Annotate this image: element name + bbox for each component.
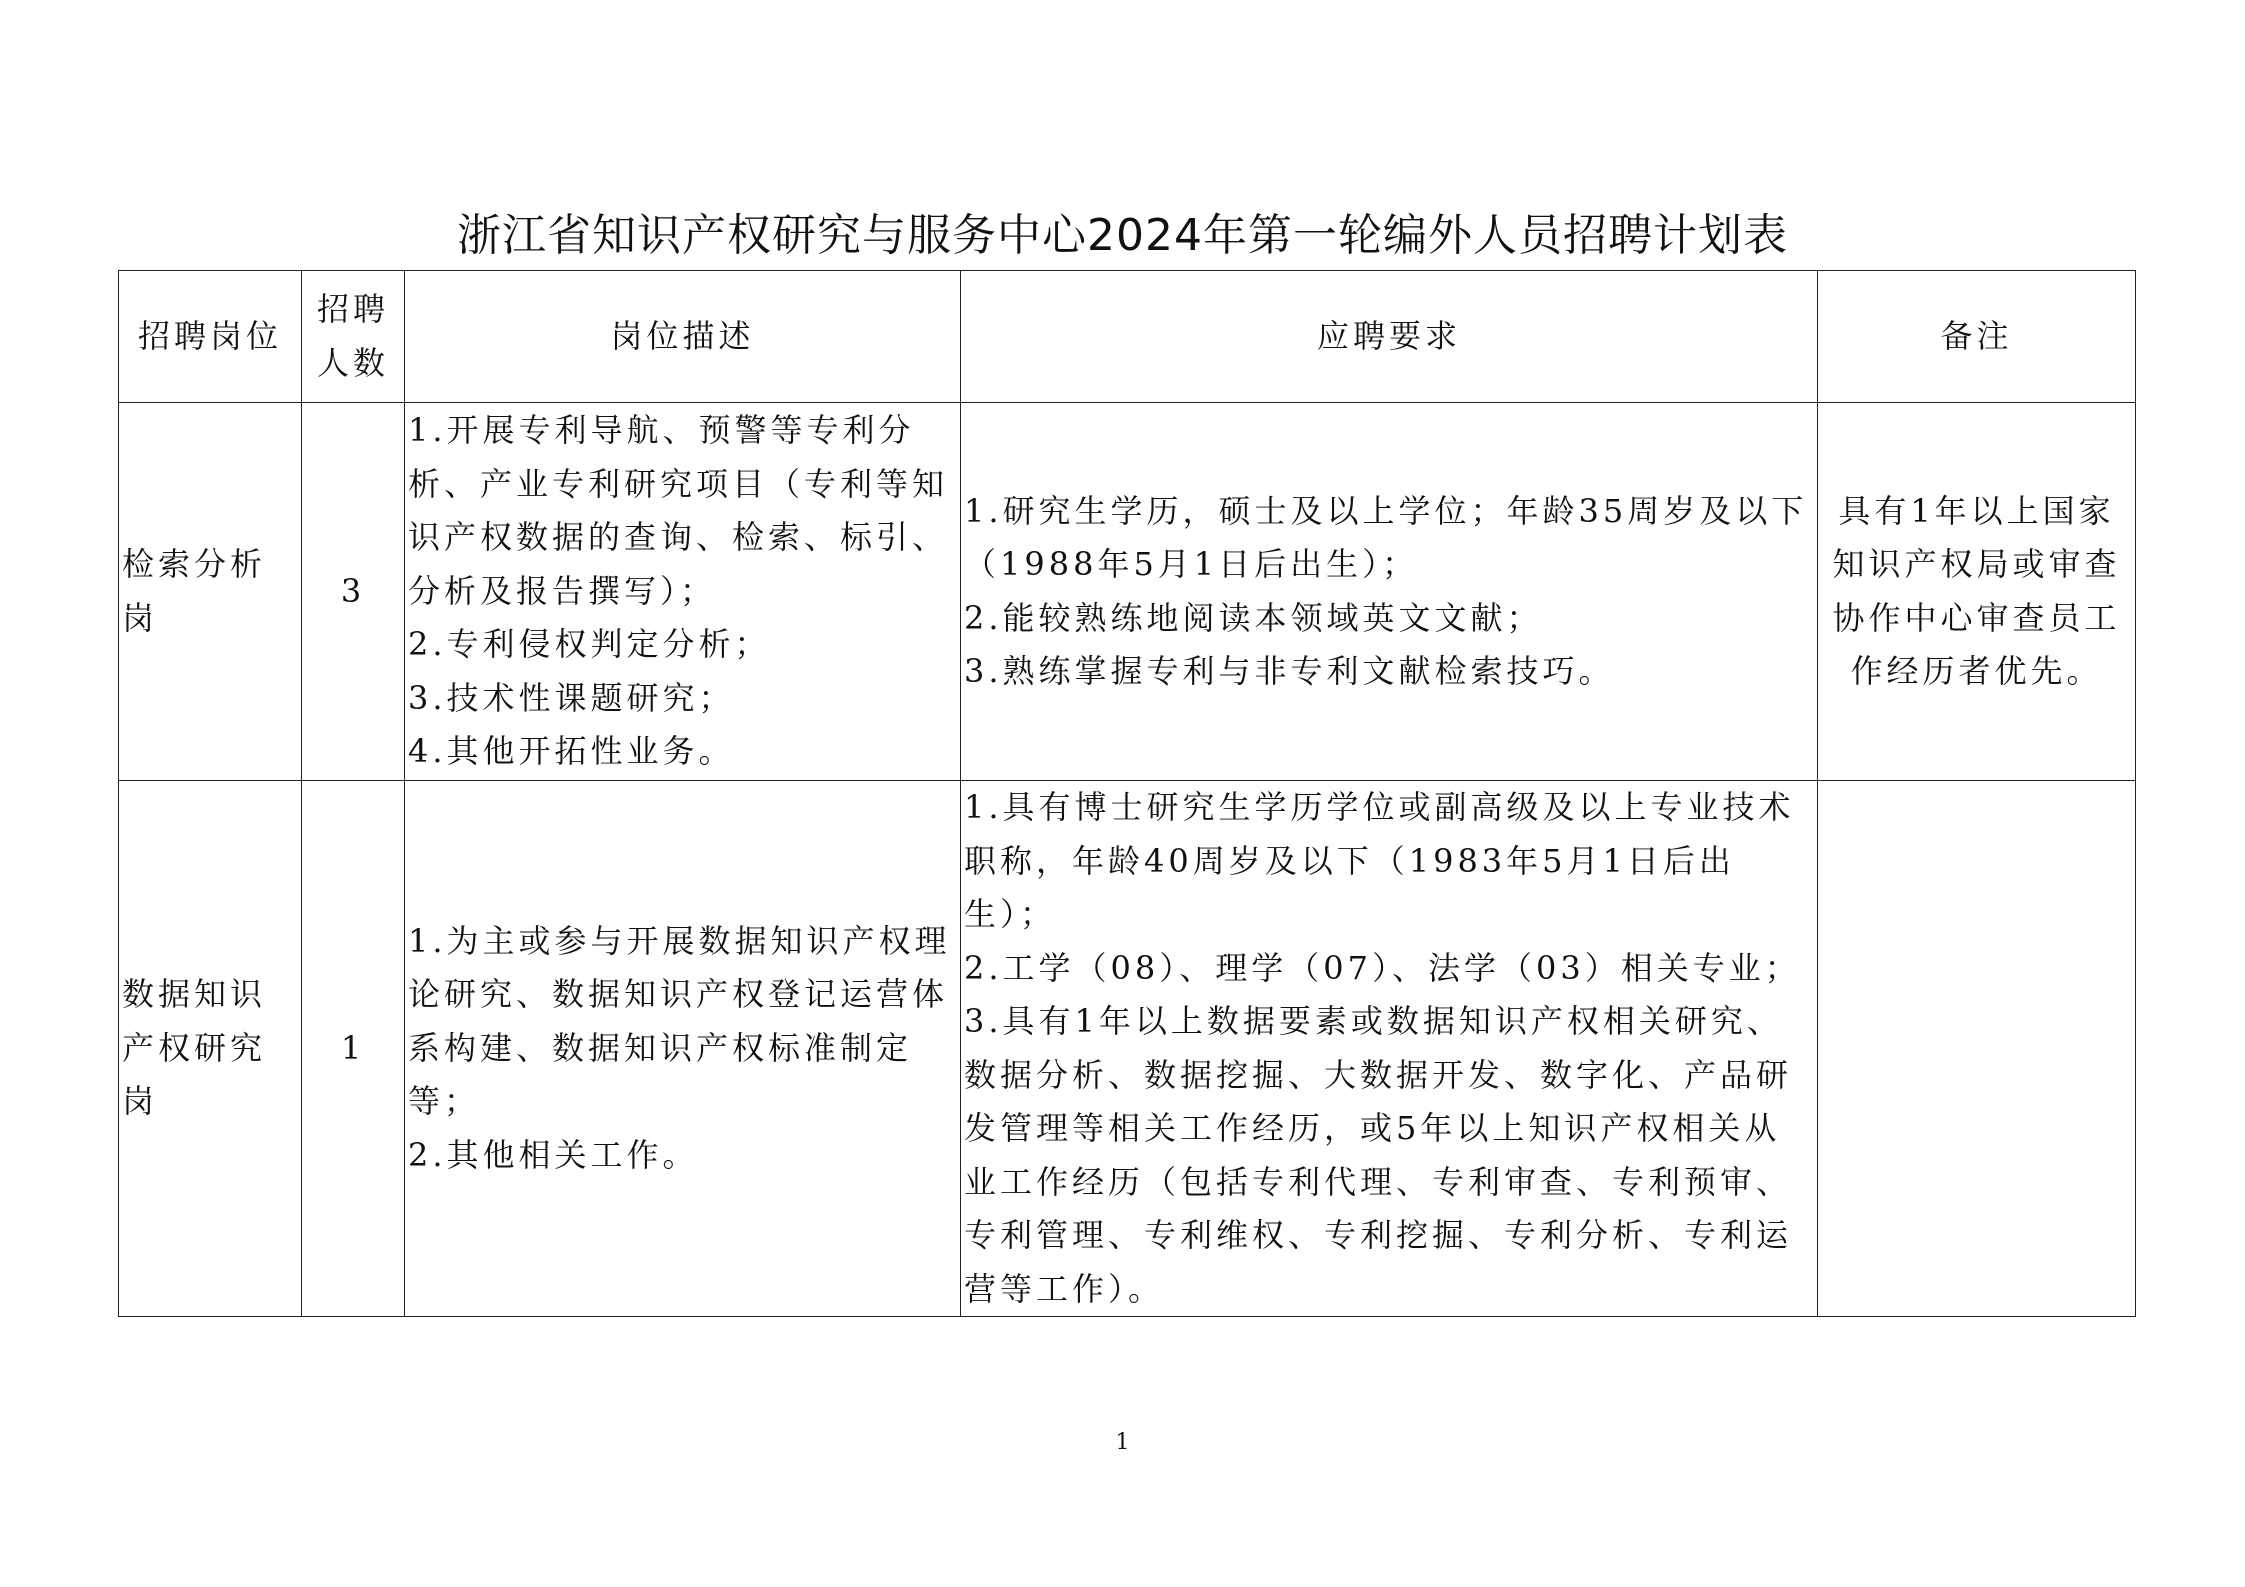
page-title: 浙江省知识产权研究与服务中心2024年第一轮编外人员招聘计划表: [457, 210, 1788, 261]
table-header-row: [119, 271, 2136, 403]
table-row: [119, 403, 2136, 781]
cell-remarks: [1818, 781, 2136, 1317]
cell-count: 1: [302, 781, 405, 1317]
requirement-item: 1.具有博士研究生学历学位或副高级及以上专业技术职称，年龄40周岁及以下（1983年5月1日后出生）；: [964, 788, 1795, 933]
description-item: 1.为主或参与开展数据知识产权理论研究、数据知识产权登记运营体系构建、数据知识产权标准制定等；: [408, 921, 951, 1121]
description-item: 2.其他相关工作。: [408, 1135, 699, 1174]
cell-position: 数据知识产权研究岗: [119, 781, 302, 1317]
table-row: [119, 781, 2136, 1317]
header-count-line2: 人数: [316, 343, 389, 382]
page-number: 1: [1115, 1430, 1130, 1455]
header-position: 招聘岗位: [119, 271, 302, 403]
requirement-item: 2.能较熟练地阅读本领域英文文献；: [964, 598, 1543, 637]
cell-count: 3: [302, 403, 405, 781]
cell-description: [405, 781, 961, 1317]
requirement-item: 3.具有1年以上数据要素或数据知识产权相关研究、数据分析、数据挖掘、大数据开发、数字化、产品研发管理等相关工作经历，或5年以上知识产权相关从业工作经历（包括专利代理、专利审查、专利预审、专利管理、专利维权、专利挖掘、专利分析、专利运营等工作）。: [964, 1002, 1793, 1308]
requirement-item: 2.工学（08）、理学（07）、法学（03）相关专业；: [964, 948, 1801, 987]
header-count-line1: 招聘: [316, 290, 389, 328]
cell-position: 检索分析岗: [119, 403, 302, 781]
cell-description: [405, 403, 961, 781]
header-description: 岗位描述: [405, 271, 961, 403]
header-count: [302, 271, 405, 403]
description-item: 2.专利侵权判定分析；: [408, 625, 771, 664]
cell-remarks: 具有1年以上国家知识产权局或审查协作中心审查员工作经历者优先。: [1818, 403, 2136, 781]
cell-requirements: [961, 781, 1818, 1317]
description-item: 4.其他开拓性业务。: [408, 732, 735, 771]
cell-requirements: [961, 403, 1818, 781]
description-item: 3.技术性课题研究；: [408, 678, 735, 717]
requirement-item: 1.研究生学历，硕士及以上学位；年龄35周岁及以下（1988年5月1日后出生）；: [964, 491, 1808, 583]
header-remarks: 备注: [1818, 271, 2136, 403]
description-item: 1.开展专利导航、预警等专利分析、产业专利研究项目（专利等知识产权数据的查询、检索、标引、分析及报告撰写）；: [408, 411, 949, 610]
header-requirements: 应聘要求: [961, 271, 1818, 403]
requirement-item: 3.熟练掌握专利与非专利文献检索技巧。: [964, 652, 1615, 690]
recruitment-plan-table: [118, 270, 2136, 1317]
